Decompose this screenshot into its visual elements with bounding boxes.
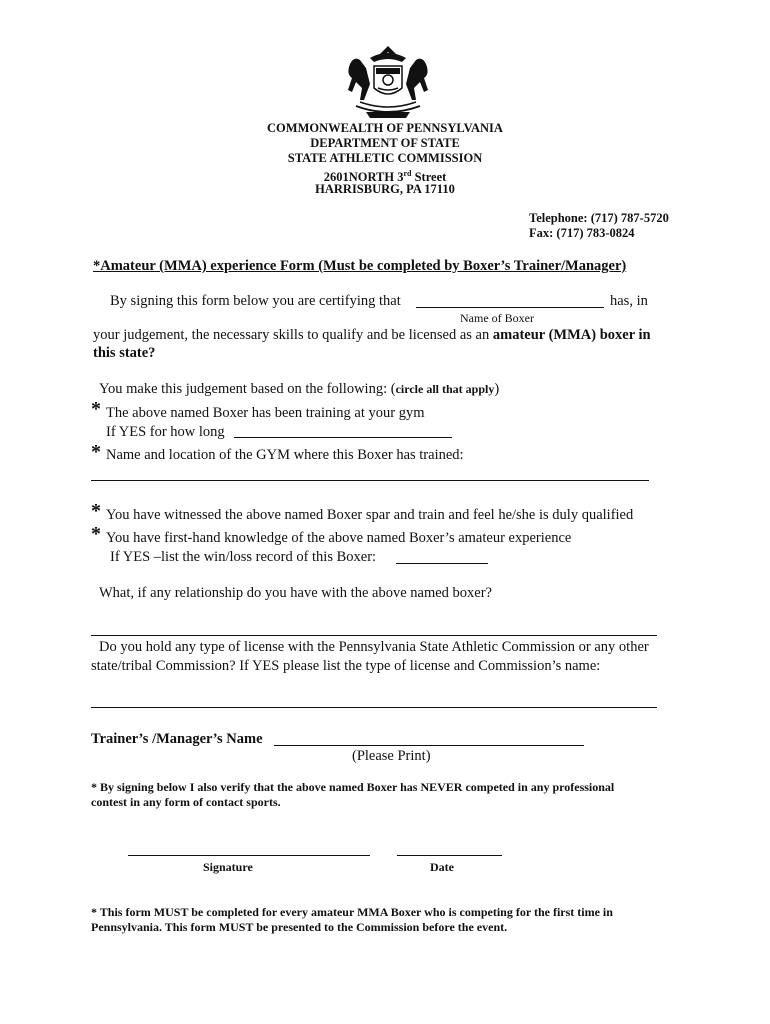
pennsylvania-coat-of-arms-icon (340, 44, 436, 122)
license-question-line-1: Do you hold any type of license with the Pennsylvania State Athletic Commission or any other (99, 639, 649, 655)
item-knowledge: You have first-hand knowledge of the above named Boxer’s amateur experience (106, 530, 572, 546)
certify-line-2-bold: amateur (MMA) boxer in (492, 327, 651, 343)
item-how-long: If YES for how long (106, 424, 225, 440)
item-gym: Name and location of the GYM where this Boxer has trained: (106, 447, 464, 463)
street-superscript: rd (403, 169, 412, 178)
footer-note-line-2: Pennsylvania. This form MUST be presented to the Commission before the event. (91, 920, 508, 934)
footer-note-line-1: * This form MUST be completed for every amateur MMA Boxer who is competing for the first time in (91, 905, 613, 919)
judgement-instruction (99, 380, 499, 398)
bullet-gym[interactable]: * (91, 441, 101, 463)
fax: Fax: (717) 783-0824 (529, 226, 635, 240)
please-print-caption: (Please Print) (352, 748, 431, 764)
bullet-witnessed[interactable]: * (91, 500, 101, 522)
judgement-close: ) (494, 381, 500, 397)
signature-label: Signature (203, 860, 253, 874)
gym-field[interactable] (91, 480, 649, 481)
form-title: *Amateur (MMA) experience Form (Must be completed by Boxer’s Trainer/Manager) (93, 258, 627, 274)
bullet-knowledge[interactable]: * (91, 523, 101, 545)
license-question-line-2: state/tribal Commission? If YES please list the type of license and Commission’s name: (91, 658, 601, 674)
header-line-commission: STATE ATHLETIC COMMISSION (287, 151, 483, 165)
item-record: If YES –list the win/loss record of this Boxer: (110, 549, 377, 565)
trainer-name-field[interactable] (274, 745, 584, 746)
trainer-name-label: Trainer’s /Manager’s Name (91, 731, 263, 747)
judgement-bold: circle all that apply (395, 382, 495, 396)
header-line-commonwealth: COMMONWEALTH OF PENNSYLVANIA (267, 121, 503, 135)
street-number: 2601NORTH 3 (323, 170, 404, 185)
license-field[interactable] (91, 707, 657, 708)
boxer-name-field[interactable] (416, 307, 604, 308)
signature-field[interactable] (128, 855, 370, 856)
bullet-training[interactable]: * (91, 398, 101, 420)
state-seal (340, 44, 436, 122)
relationship-question: What, if any relationship do you have with the above named boxer? (99, 585, 492, 601)
verify-note-line-1: * By signing below I also verify that the above named Boxer has NEVER competed in any professional (91, 780, 615, 794)
date-field[interactable] (397, 855, 502, 856)
header-city: HARRISBURG, PA 17110 (315, 182, 455, 196)
record-field[interactable] (396, 563, 488, 564)
telephone: Telephone: (717) 787-5720 (529, 211, 669, 225)
certify-line-2-text: your judgement, the necessary skills to qualify and be licensed as an (93, 327, 493, 343)
header-line-department: DEPARTMENT OF STATE (310, 136, 460, 150)
verify-note-line-2: contest in any form of contact sports. (91, 795, 281, 809)
boxer-name-caption: Name of Boxer (460, 311, 534, 325)
certify-line-3: this state? (93, 345, 156, 361)
how-long-field[interactable] (234, 437, 452, 438)
item-witnessed: You have witnessed the above named Boxer spar and train and feel he/she is duly qualified (106, 507, 634, 523)
certify-line-2 (93, 326, 651, 344)
relationship-field[interactable] (91, 635, 657, 636)
certify-suffix: has, in (610, 293, 648, 309)
certify-prefix: By signing this form below you are certifying that (110, 293, 401, 309)
judgement-text: You make this judgement based on the following: ( (99, 381, 396, 397)
item-training: The above named Boxer has been training at your gym (106, 405, 425, 421)
date-label: Date (430, 860, 454, 874)
street-suffix: Street (411, 170, 447, 185)
